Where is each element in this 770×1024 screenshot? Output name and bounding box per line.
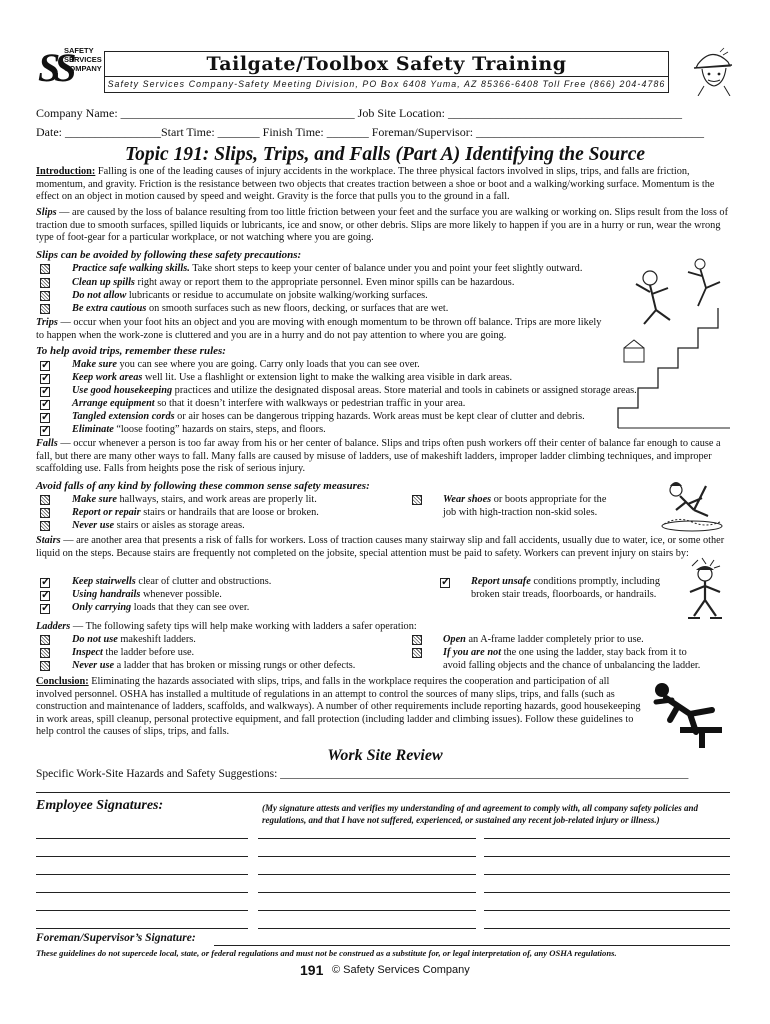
signature-line[interactable] [258, 856, 476, 857]
falling-person-pictogram [650, 680, 728, 750]
slips-lead: Slips [36, 207, 57, 218]
foreman-signature-line[interactable] [214, 945, 730, 946]
signature-line[interactable] [36, 928, 248, 929]
ladders-item [72, 660, 355, 673]
ladders-item [72, 634, 196, 647]
item-lead: Report or repair [72, 507, 141, 518]
checkbox-icon [40, 291, 50, 301]
stairs-item-right-line2: broken stair treads, floorboards, or handrails. [471, 589, 657, 600]
logo-text-line: SERVICES [64, 55, 102, 64]
slips-item [72, 277, 514, 290]
logo-ss-mark: SS [38, 45, 71, 90]
signature-line[interactable] [36, 856, 248, 857]
item-lead: Keep stairwells [72, 576, 136, 587]
checkmark-icon [40, 426, 50, 436]
falls-text: — occur whenever a person is too far away from his or her center of balance. Slips and trips often push workers off their center of balance far enough to cause a fall, but there are many other ways to fall. Many falls are caused by misuse of ladders, use of makeshift ladders, improper ladder climbing techniques, and improper scaffolding use. Falls from heights pose the risk of serious injury. [36, 438, 721, 474]
item-text: clear of clutter and obstructions. [135, 576, 272, 587]
disclaimer: These guidelines do not supercede local, state, or federal regulations and must not be construed as a substitute for, or legal interpretation of, any OSHA regulations. [36, 948, 617, 958]
item-text: lubricants or residue to accumulate on jobsite walking/working surfaces. [126, 290, 428, 301]
stairs-lead: Stairs [36, 535, 61, 546]
signature-line[interactable] [258, 838, 476, 839]
item-lead: Be extra cautious [72, 303, 147, 314]
item-lead: Practice safe walking skills. [72, 263, 190, 274]
signature-line[interactable] [258, 928, 476, 929]
checkmark-icon [440, 578, 450, 588]
item-lead: Only carrying [72, 602, 132, 613]
checkbox-icon [40, 508, 50, 518]
checkbox-icon [40, 648, 50, 658]
checkmark-icon [40, 374, 50, 384]
document-subtitle: Safety Services Company-Safety Meeting Division, PO Box 6408 Yuma, AZ 85366-6408 Toll Free (866) 204-4786 [107, 79, 666, 89]
item-lead: Never use [72, 520, 115, 531]
item-text: you can see where you are going. Carry only loads that you can see over. [116, 359, 420, 370]
item-text: right away or report them to the appropriate personnel. Even minor spills can be hazardous. [134, 277, 515, 288]
document-title: Tailgate/Toolbox Safety Training [206, 53, 567, 75]
signature-line[interactable] [484, 910, 730, 911]
item-lead: Clean up spills [72, 277, 135, 288]
item-text: hallways, stairs, and work areas are properly lit. [116, 494, 317, 505]
trips-item [72, 359, 420, 372]
checkmark-icon [40, 578, 50, 588]
attestation-note: (My signature attests and verifies my understanding of and agreement to comply with, all company safety policies and regulations, and that I have not suffered, experienced, or sustained any recent job-related injury or illness.) [262, 803, 698, 825]
trips-item [72, 385, 637, 398]
checkbox-icon [412, 648, 422, 658]
checkbox-icon [40, 278, 50, 288]
item-lead: Using handrails [72, 589, 141, 600]
item-text: practices and utilize the designated disposal areas. Store material and tools in cabinets or assigned storage areas. [172, 385, 637, 396]
conclusion-paragraph [36, 676, 646, 739]
stairs-item [72, 589, 222, 602]
checkmark-icon [40, 591, 50, 601]
item-lead: Use good housekeeping [72, 385, 173, 396]
slips-paragraph [36, 207, 736, 245]
signature-line[interactable] [36, 910, 248, 911]
conclusion-text: Eliminating the hazards associated with slips, trips, and falls in the workplace requires the cooperation and participation of all involved personnel. OSHA has installed a multitude of regulations in an attempt to control the sources of many slips, trips, and falls (such as construction and maintenance of ladders, scaffolds, and walkways). A number of other requirements include reporting hazards, good housekeeping in work areas, spill cleanup, personal protective equipment, and fall protection (including ladder and climbing issues). Follow these guidelines to help control the causes of slips, trips, and falls. [36, 676, 641, 737]
falling-stairs-illustration [610, 258, 734, 436]
item-lead: Do not use [72, 634, 118, 645]
signature-line[interactable] [36, 892, 248, 893]
stairs-text: — are another area that presents a risk of falls for workers. Loss of traction causes many stairway slip and fall accidents, usually due to water, ice, or some other liquid on the steps. Because stairs are frequently not completed on the jobsite, special attention must be paid to safety. Workers can prevent injury on stairs by: [36, 535, 725, 559]
ladders-item-right [443, 634, 644, 647]
intro-label: Introduction: [36, 166, 96, 177]
checkbox-icon [40, 304, 50, 314]
item-text: or air hoses can be dangerous tripping hazards. Work areas must be kept clear of clutter and debris. [174, 411, 585, 422]
logo-text [64, 46, 102, 73]
item-text: a ladder that has broken or missing rungs or other defects. [114, 660, 356, 671]
dizzy-worker-illustration [680, 556, 730, 622]
signature-line[interactable] [258, 874, 476, 875]
ladders-paragraph [36, 621, 736, 634]
item-text: well lit. Use a flashlight or extension light to make the walking area visible in dark areas. [142, 372, 513, 383]
work-site-review-title: Work Site Review [327, 747, 443, 764]
falls-heading: Avoid falls of any kind by following these common sense safety measures: [36, 480, 370, 492]
checkbox-icon [40, 495, 50, 505]
stairs-item [72, 602, 249, 615]
header-box [104, 51, 669, 93]
slips-item [72, 263, 582, 276]
signature-line[interactable] [36, 874, 248, 875]
checkmark-icon [40, 387, 50, 397]
hazards-line-2[interactable] [36, 792, 730, 793]
trips-item [72, 424, 326, 437]
trips-item [72, 411, 585, 424]
hazards-suggestions-field[interactable]: Specific Work-Site Hazards and Safety Suggestions: _______________________________________________________________________ [36, 768, 689, 780]
checkbox-icon [412, 635, 422, 645]
foreman-signature-label: Foreman/Supervisor’s Signature: [36, 932, 196, 944]
trips-paragraph [36, 317, 608, 342]
item-lead: Wear shoes [443, 494, 492, 505]
checkmark-icon [40, 604, 50, 614]
stairs-paragraph [36, 535, 736, 560]
falls-item-right-line2: job with high-traction non-skid soles. [443, 507, 598, 518]
item-lead: Arrange equipment [72, 398, 155, 409]
item-text: so that it doesn’t interfere with walkways or pedestrian traffic in your area. [154, 398, 466, 409]
signature-line[interactable] [258, 910, 476, 911]
item-text: stairs or aisles as storage areas. [114, 520, 245, 531]
item-lead: Open [443, 634, 466, 645]
item-lead: Eliminate [72, 424, 114, 435]
item-text: the one using the ladder, stay back from it to [501, 647, 687, 658]
item-lead: Make sure [72, 359, 117, 370]
item-text: the ladder before use. [102, 647, 195, 658]
checkbox-icon [412, 495, 422, 505]
falls-item [72, 494, 317, 507]
signature-line[interactable] [484, 874, 730, 875]
checkmark-icon [40, 361, 50, 371]
intro-text: Falling is one of the leading causes of injury accidents in the workplace. The three physical factors involved in slips, trips, and falls are friction, momentum, and gravity. Friction is the resistance between two objects that creates traction between a shoe or boot and a walking/working surface. Momentum is the effect on an object in motion caused by speed and weight. Gravity is the force that pulls you to the ground in a fall. [36, 166, 715, 202]
item-text: an A-frame ladder completely prior to use. [465, 634, 644, 645]
logo-text-line: COMPANY [64, 64, 102, 73]
signature-line[interactable] [484, 928, 730, 929]
checkbox-icon [40, 635, 50, 645]
trips-heading: To help avoid trips, remember these rules: [36, 345, 226, 357]
item-text: or boots appropriate for the [491, 494, 607, 505]
topic-heading: Topic 191: Slips, Trips, and Falls (Part A) Identifying the Source [124, 144, 646, 165]
falls-item-right [443, 494, 606, 507]
ladders-lead: Ladders [36, 621, 71, 632]
item-text: conditions promptly, including [530, 576, 660, 587]
header-divider [105, 76, 668, 77]
logo-text-line: SAFETY [64, 46, 94, 55]
item-lead: Keep work areas [72, 372, 143, 383]
checkbox-icon [40, 521, 50, 531]
slips-item [72, 303, 448, 316]
item-text: whenever possible. [140, 589, 222, 600]
checkmark-icon [40, 400, 50, 410]
item-lead: Tangled extension cords [72, 411, 175, 422]
date-time-foreman-field[interactable]: Date: ________________Start Time: _______ Finish Time: _______ Foreman/Supervisor: ______________________________________ [36, 125, 705, 139]
item-lead: Inspect [72, 647, 103, 658]
trips-item [72, 372, 512, 385]
hardhat-worker-icon [690, 44, 734, 96]
item-lead: Report unsafe [471, 576, 531, 587]
item-text: makeshift ladders. [117, 634, 196, 645]
signature-line[interactable] [258, 892, 476, 893]
checkmark-icon [40, 413, 50, 423]
item-lead: Make sure [72, 494, 117, 505]
ladders-text: — The following safety tips will help make working with ladders a safer operation: [70, 621, 417, 632]
trips-text: — occur when your foot hits an object and you are moving with enough momentum to be thrown off balance. Trips are more likely to happen when the work-zone is cluttered and you are in a hurry and do not pay attention to where you are going. [36, 317, 602, 341]
checkbox-icon [40, 661, 50, 671]
intro-paragraph [36, 166, 736, 204]
company-jobsite-field[interactable]: Company Name: _______________________________________ Job Site Location: _______________________________________ [36, 106, 682, 120]
signature-line[interactable] [484, 892, 730, 893]
slips-heading: Slips can be avoided by following these safety precautions: [36, 249, 302, 261]
slips-item [72, 290, 428, 303]
falls-item [72, 507, 319, 520]
copyright: © Safety Services Company [332, 964, 470, 976]
trips-lead: Trips [36, 317, 58, 328]
signature-line[interactable] [484, 856, 730, 857]
conclusion-label: Conclusion: [36, 676, 89, 687]
topic-number: 191 [300, 962, 324, 978]
ladders-item [72, 647, 194, 660]
falls-paragraph [36, 438, 736, 476]
item-text: Take short steps to keep your center of balance under you and point your feet slightly outward. [189, 263, 583, 274]
checkbox-icon [40, 264, 50, 274]
falls-item [72, 520, 245, 533]
signature-line[interactable] [36, 838, 248, 839]
item-lead: Do not allow [72, 290, 127, 301]
slipping-worker-illustration [658, 476, 726, 534]
item-text: on smooth surfaces such as new floors, decking, or surfaces that are wet. [146, 303, 449, 314]
trips-item [72, 398, 465, 411]
stairs-item-right [471, 576, 660, 589]
falls-lead: Falls [36, 438, 58, 449]
slips-text: — are caused by the loss of balance resulting from too little friction between your feet and the surface you are walking or working on. Slips result from the loss of traction due to smooth surfaces, spilled liquids or lubricants, ice and snow, or other debris. Slips are more likely to happen if you are in a hurry or run, wear the wrong type of foot-gear for a particular workplace, or not watching where you are going. [36, 207, 729, 243]
item-text: loads that they can see over. [131, 602, 250, 613]
item-text: “loose footing” hazards on stairs, steps, and floors. [113, 424, 326, 435]
item-lead: If you are not [443, 647, 502, 658]
item-lead: Never use [72, 660, 115, 671]
ladders-item-right-line2: avoid falling objects and the chance of unbalancing the ladder. [443, 660, 701, 671]
item-text: stairs or handrails that are loose or broken. [140, 507, 319, 518]
stairs-item [72, 576, 271, 589]
company-logo [38, 44, 100, 98]
employee-signatures-label: Employee Signatures: [36, 798, 164, 813]
ladders-item-right [443, 647, 687, 660]
signature-line[interactable] [484, 838, 730, 839]
